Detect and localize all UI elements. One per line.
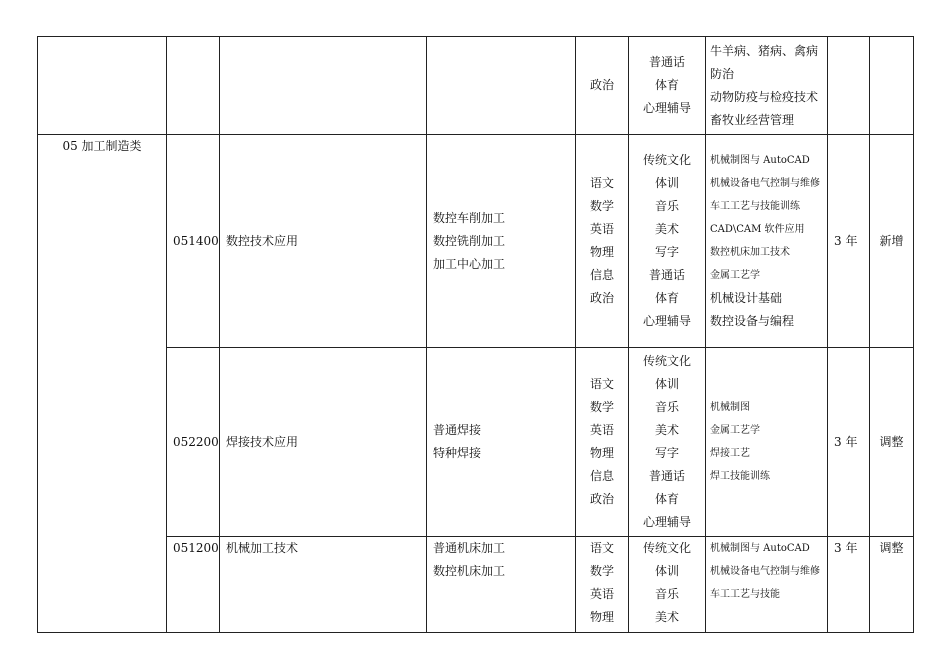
other-subject: 普通话 [648,469,685,483]
directions-cell [427,348,576,537]
duration-value: 3 年 [834,434,858,449]
other-subject: 心理辅导 [642,314,691,328]
other-subject: 美术 [654,610,679,624]
other-subject: 音乐 [654,587,679,601]
category-label: 05 加工制造类 [62,139,142,153]
public-subject: 政治 [589,492,614,506]
other-subject: 体育 [654,78,679,92]
public-subject: 数学 [589,400,614,414]
specialty-code: 051200 [173,541,219,555]
other-subject: 体育 [654,492,679,506]
other-subject: 体训 [654,176,679,190]
other-subject: 音乐 [654,199,679,213]
other-subjects-cell [629,348,706,537]
public-subjects-cell [576,37,629,135]
public-subjects-cell [576,348,629,537]
public-subject: 信息 [589,469,614,483]
public-subject: 数学 [589,564,614,578]
years-cell [828,37,870,135]
other-subject: 体训 [654,377,679,391]
public-subject: 英语 [589,222,614,236]
public-subject: 物理 [589,446,614,460]
specialty-name: 机械加工技术 [226,541,299,555]
duration-value: 3 年 [834,233,858,248]
years-cell [828,135,870,348]
public-subject: 数学 [589,199,614,213]
code-cell [167,37,220,135]
direction-item: 普通机床加工 [433,541,506,555]
name-cell [220,348,427,537]
course-item: 机械制图与 AutoCAD [710,543,810,554]
public-subjects-cell [576,537,629,633]
code-cell [167,348,220,537]
course-item: 牛羊病、猪病、禽病防治 [710,43,819,81]
course-item: 数控设备与编程 [710,314,795,328]
other-subject: 写字 [654,245,679,259]
specialty-code: 051400 [173,233,219,248]
core-courses-cell [706,135,828,348]
direction-item: 数控车削加工 [433,210,506,225]
course-item: 金属工艺学 [710,425,760,436]
specialty-code: 052200 [173,434,219,449]
other-subject: 写字 [654,446,679,460]
course-item: 动物防疫与检疫技术 [710,89,819,104]
other-subject: 普通话 [648,268,685,282]
other-subjects-cell [629,135,706,348]
course-item: 机械制图与 AutoCAD [710,155,810,166]
course-item: 金属工艺学 [710,270,760,281]
direction-item: 普通焊接 [433,423,482,437]
specialty-name: 焊接技术应用 [226,434,299,449]
course-item: 机械制图 [710,402,750,413]
core-courses-cell [706,348,828,537]
other-subject: 传统文化 [642,354,691,368]
specialty-table [37,36,914,633]
course-item: 焊工技能训练 [710,471,770,482]
public-subject: 语文 [589,541,614,555]
direction-item: 特种焊接 [433,446,482,460]
core-courses-cell [706,537,828,633]
course-item: 数控机床加工技术 [710,247,790,258]
public-subject: 英语 [589,423,614,437]
course-item: 机械设备电气控制与维修 [710,178,820,189]
other-subject: 普通话 [648,55,685,69]
table-row [38,537,914,633]
other-subject: 体育 [654,291,679,305]
other-subject: 心理辅导 [642,515,691,529]
category-cell [38,37,167,135]
other-subject: 美术 [654,222,679,236]
specialty-name: 数控技术应用 [226,233,299,248]
direction-item: 数控铣削加工 [433,233,506,248]
public-subject: 物理 [589,245,614,259]
course-item: 机械设备电气控制与维修 [710,566,820,577]
other-subject: 体训 [654,564,679,578]
code-cell [167,135,220,348]
course-item: CAD\CAM 软件应用 [710,224,805,235]
public-subject: 物理 [589,610,614,624]
table-row [38,348,914,537]
direction-item: 加工中心加工 [433,256,506,271]
public-subject: 语文 [589,176,614,190]
course-item: 车工工艺与技能训练 [710,201,800,212]
course-item: 机械设计基础 [710,291,783,305]
directions-cell [427,537,576,633]
other-subject: 美术 [654,423,679,437]
code-cell [167,537,220,633]
public-subject: 英语 [589,587,614,601]
other-subject: 传统文化 [642,541,691,555]
name-cell [220,37,427,135]
course-item: 车工工艺与技能 [710,589,780,600]
directions-cell [427,135,576,348]
public-subject: 语文 [589,377,614,391]
course-item: 畜牧业经营管理 [710,112,795,127]
note-cell [870,37,914,135]
status-badge: 新增 [879,233,904,248]
table-row [38,135,914,348]
other-subjects-cell [629,537,706,633]
category-cell [38,135,167,633]
public-subject: 政治 [589,78,614,92]
core-courses-cell [706,37,828,135]
other-subjects-cell [629,37,706,135]
direction-item: 数控机床加工 [433,564,506,578]
public-subject: 政治 [589,291,614,305]
other-subject: 音乐 [654,400,679,414]
note-cell [870,537,914,633]
name-cell [220,135,427,348]
public-subjects-cell [576,135,629,348]
note-cell [870,348,914,537]
directions-cell [427,37,576,135]
course-item: 焊接工艺 [710,448,750,459]
name-cell [220,537,427,633]
public-subject: 信息 [589,268,614,282]
years-cell [828,537,870,633]
duration-value: 3 年 [834,541,858,555]
table-row [38,37,914,135]
status-badge: 调整 [879,541,904,555]
note-cell [870,135,914,348]
other-subject: 心理辅导 [642,101,691,115]
years-cell [828,348,870,537]
other-subject: 传统文化 [642,153,691,167]
status-badge: 调整 [879,434,904,449]
